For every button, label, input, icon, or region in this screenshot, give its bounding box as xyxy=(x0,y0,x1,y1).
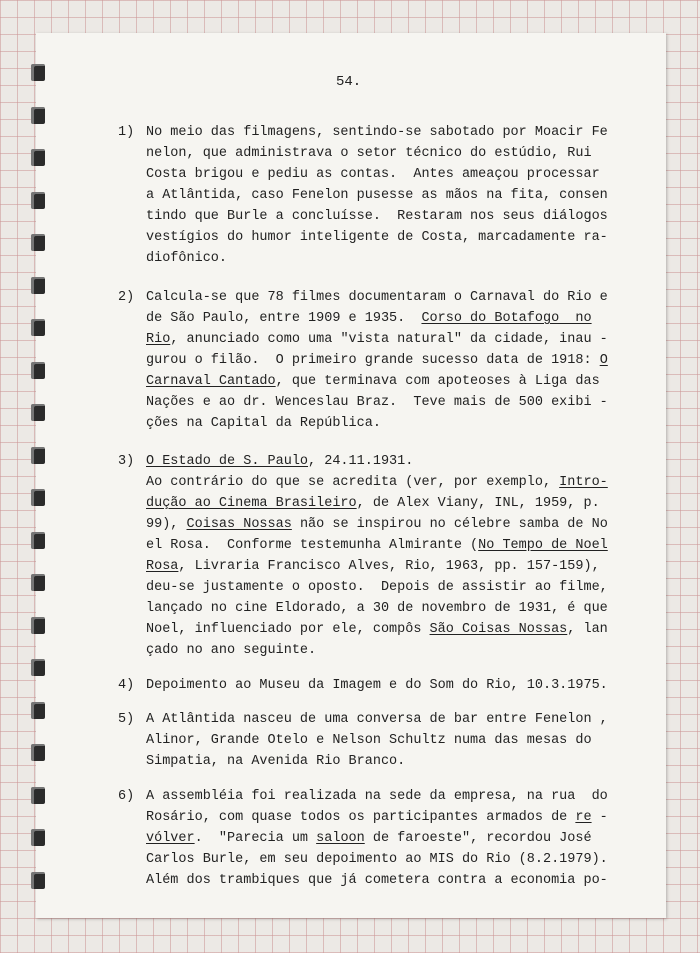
text-segment: de São Paulo, entre 1909 e 1935. xyxy=(146,311,422,326)
text-segment: No meio das filmagens, sentindo-se sabotado por Moacir Fe xyxy=(146,125,608,140)
text-line xyxy=(146,709,608,730)
text-line xyxy=(146,143,608,164)
footnote xyxy=(118,287,608,434)
binding-hole xyxy=(31,489,45,506)
text-line xyxy=(146,493,608,514)
text-line xyxy=(146,786,608,807)
footnote-number: 5) xyxy=(118,712,135,727)
binding-hole xyxy=(31,64,45,81)
underlined-title: dução ao Cinema Brasileiro xyxy=(146,496,357,511)
text-segment: , que terminava com apoteoses à Liga das xyxy=(275,374,600,389)
text-segment: . "Parecia um xyxy=(194,831,317,846)
binding-hole xyxy=(31,829,45,846)
text-segment: , lan xyxy=(567,622,608,637)
binding-hole xyxy=(31,574,45,591)
text-line xyxy=(146,828,608,849)
binding-hole xyxy=(31,787,45,804)
binding-hole xyxy=(31,362,45,379)
text-segment: Calcula-se que 78 filmes documentaram o Carnaval do Rio e xyxy=(146,290,608,305)
underlined-title: Coisas Nossas xyxy=(186,517,292,532)
text-line xyxy=(146,598,608,619)
text-line xyxy=(146,807,608,828)
underlined-title: Rio xyxy=(146,332,171,347)
text-segment: Simpatia, na Avenida Rio Branco. xyxy=(146,754,406,769)
text-line xyxy=(146,308,608,329)
underlined-title: vólver xyxy=(146,831,195,846)
binding-hole xyxy=(31,319,45,336)
underlined-title: re xyxy=(575,810,592,825)
text-line xyxy=(146,185,608,206)
text-line xyxy=(146,619,608,640)
text-line xyxy=(146,329,608,350)
text-segment: - xyxy=(591,810,608,825)
text-line xyxy=(146,870,608,891)
binding-hole xyxy=(31,192,45,209)
text-segment: Costa brigou e pediu as contas. Antes ameaçou processar xyxy=(146,167,600,182)
text-line xyxy=(146,514,608,535)
footnote xyxy=(118,709,608,772)
footnotes-list xyxy=(118,108,608,891)
binding-hole xyxy=(31,744,45,761)
text-line xyxy=(146,371,608,392)
text-line xyxy=(146,675,608,696)
text-segment: gurou o filão. O primeiro grande sucesso data de 1918: xyxy=(146,353,600,368)
text-line xyxy=(146,556,608,577)
text-segment: Além dos trambiques que já cometera contra a economia po- xyxy=(146,873,608,888)
binding-hole xyxy=(31,404,45,421)
text-segment: çado no ano seguinte. xyxy=(146,643,317,658)
binding-hole xyxy=(31,234,45,251)
text-line xyxy=(146,535,608,556)
text-segment: de faroeste", recordou José xyxy=(364,831,592,846)
text-line xyxy=(146,577,608,598)
footnote-text xyxy=(146,451,608,661)
text-line xyxy=(146,206,608,227)
text-line xyxy=(146,287,608,308)
text-segment: Ao contrário do que se acredita (ver, por exemplo, xyxy=(146,475,560,490)
footnote xyxy=(118,786,608,891)
footnote-text xyxy=(146,786,608,891)
text-line xyxy=(146,730,608,751)
text-segment: ções na Capital da República. xyxy=(146,416,381,431)
text-segment: nelon, que administrava o setor técnico do estúdio, Rui xyxy=(146,146,592,161)
text-line xyxy=(146,472,608,493)
footnote-number: 4) xyxy=(118,678,135,693)
footnote xyxy=(118,122,608,269)
text-segment: Carlos Burle, em seu depoimento ao MIS do Rio (8.2.1979). xyxy=(146,852,608,867)
binding-hole xyxy=(31,872,45,889)
page-number: 54. xyxy=(336,74,362,90)
footnote-number: 1) xyxy=(118,125,135,140)
text-segment: Rosário, com quase todos os participantes armados de xyxy=(146,810,576,825)
text-segment: , anunciado como uma "vista natural" da cidade, inau - xyxy=(170,332,608,347)
text-segment: A Atlântida nasceu de uma conversa de bar entre Fenelon , xyxy=(146,712,608,727)
text-segment: Nações e ao dr. Wenceslau Braz. Teve mais de 500 exibi - xyxy=(146,395,608,410)
binding-hole xyxy=(31,107,45,124)
text-segment: diofônico. xyxy=(146,251,228,266)
text-line xyxy=(146,413,608,434)
text-segment: deu-se justamente o oposto. Depois de assistir ao filme, xyxy=(146,580,608,595)
binding-hole xyxy=(31,447,45,464)
binding-hole xyxy=(31,149,45,166)
underlined-title: São Coisas Nossas xyxy=(429,622,568,637)
text-line xyxy=(146,164,608,185)
text-segment: lançado no cine Eldorado, a 30 de novembro de 1931, é que xyxy=(146,601,608,616)
binding-hole xyxy=(31,532,45,549)
binding-hole xyxy=(31,659,45,676)
text-segment: vestígios do humor inteligente de Costa, marcadamente ra- xyxy=(146,230,608,245)
footnote-number: 6) xyxy=(118,789,135,804)
text-segment: , 24.11.1931. xyxy=(308,454,414,469)
text-segment: 99), xyxy=(146,517,187,532)
spiral-binding xyxy=(31,0,49,953)
underlined-title: Rosa xyxy=(146,559,179,574)
text-segment: tindo que Burle a concluísse. Restaram nos seus diálogos xyxy=(146,209,608,224)
footnote-text xyxy=(146,122,608,269)
footnote xyxy=(118,451,608,661)
underlined-title: O xyxy=(599,353,608,368)
text-line xyxy=(146,849,608,870)
footnote-number: 2) xyxy=(118,290,135,305)
text-segment: A assembléia foi realizada na sede da empresa, na rua do xyxy=(146,789,608,804)
text-segment: a Atlântida, caso Fenelon pusesse as mãos na fita, consen xyxy=(146,188,608,203)
underlined-title: Intro- xyxy=(559,475,608,490)
binding-hole xyxy=(31,617,45,634)
text-segment: , de Alex Viany, INL, 1959, p. xyxy=(356,496,600,511)
text-segment: Alinor, Grande Otelo e Nelson Schultz numa das mesas do xyxy=(146,733,592,748)
footnote-text xyxy=(146,675,608,696)
text-line xyxy=(146,751,608,772)
text-segment: não se inspirou no célebre samba de No xyxy=(291,517,608,532)
text-segment: Depoimento ao Museu da Imagem e do Som do Rio, 10.3.1975. xyxy=(146,678,608,693)
text-line xyxy=(146,350,608,371)
footnote-number: 3) xyxy=(118,454,135,469)
text-segment: Noel, influenciado por ele, compôs xyxy=(146,622,430,637)
text-line xyxy=(146,392,608,413)
underlined-title: No Tempo de Noel xyxy=(478,538,608,553)
binding-hole xyxy=(31,702,45,719)
text-line xyxy=(146,640,608,661)
text-line xyxy=(146,248,608,269)
text-segment: , Livraria Francisco Alves, Rio, 1963, pp. 157-159), xyxy=(178,559,600,574)
text-line xyxy=(146,227,608,248)
footnote xyxy=(118,675,608,696)
underlined-title: saloon xyxy=(316,831,365,846)
binding-hole xyxy=(31,277,45,294)
text-segment: el Rosa. Conforme testemunha Almirante ( xyxy=(146,538,479,553)
footnote-text xyxy=(146,287,608,434)
text-line xyxy=(146,451,608,472)
footnote-text xyxy=(146,709,608,772)
underlined-title: Corso do Botafogo no xyxy=(421,311,592,326)
text-line xyxy=(146,122,608,143)
underlined-title: O Estado de S. Paulo xyxy=(146,454,309,469)
underlined-title: Carnaval Cantado xyxy=(146,374,276,389)
